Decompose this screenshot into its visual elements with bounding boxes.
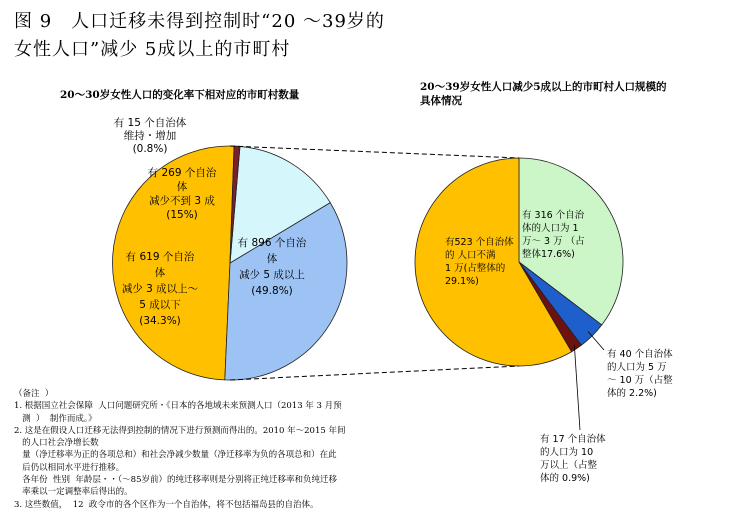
figure-title-line2: 女性人口”减少 5成以上的市町村 bbox=[14, 39, 291, 60]
note-line: 1. 根据国立社会保障 人口问题研究所・《日本的各地域未来预测人口（2013 年 3 月预 bbox=[14, 401, 342, 412]
label-decrease-under-30pct: 体 bbox=[176, 181, 188, 193]
label-pop-10k-30k: 万～ 3 万 （占 bbox=[522, 236, 585, 247]
leader-pop-over-100k bbox=[574, 345, 580, 430]
label-pop-10k-30k: 体的人口为 1 bbox=[522, 223, 579, 234]
note-line: 率乘以一定调整率后得出的。 bbox=[14, 487, 133, 498]
note-line: 后仍以相同水平进行推移。 bbox=[14, 462, 125, 473]
label-maintain-increase: (0.8%) bbox=[132, 143, 168, 155]
figure-title-line1: 图 9 人口迁移未得到控制时“20 ～39岁的 bbox=[14, 11, 385, 32]
label-pop-under-10k: 有523 个自治体 bbox=[445, 237, 514, 248]
right-chart-title-line2: 具体情况 bbox=[420, 95, 462, 107]
label-decrease-under-30pct: (15%) bbox=[166, 209, 198, 221]
notes bbox=[14, 388, 419, 511]
note-line: 2. 这是在假设人口迁移无法得到控制的情况下进行预测而得出的。2010 年～2015 年间 bbox=[14, 425, 346, 436]
label-pop-10k-30k: 整体17.6%) bbox=[522, 249, 575, 260]
label-pop-under-10k: 的 人口不满 bbox=[445, 250, 496, 261]
label-pop-50k-100k: 有 40 个自治体 bbox=[607, 349, 673, 360]
label-decrease-over-50pct: 减少 5 成以上 bbox=[239, 269, 305, 281]
label-decrease-30-50pct: 有 619 个自治 bbox=[125, 251, 195, 263]
left-chart-title: 20～30岁女性人口的变化率下相对应的市町村数量 bbox=[60, 89, 300, 101]
note-line: 测 ） 制作而成。》 bbox=[14, 413, 97, 424]
label-pop-under-10k: 29.1%) bbox=[445, 276, 479, 287]
label-decrease-under-30pct: 减少不到 3 成 bbox=[149, 195, 215, 207]
label-pop-over-100k: 万以上（占整 bbox=[540, 460, 598, 471]
label-pop-10k-30k: 有 316 个自治 bbox=[522, 210, 585, 221]
right-chart-title-line1: 20～39岁女性人口减少5成以上的市町村人口规模的 bbox=[420, 81, 667, 93]
label-decrease-30-50pct: (34.3%) bbox=[139, 315, 181, 327]
note-line: 的人口社会净增长数 bbox=[14, 438, 99, 449]
label-pop-50k-100k: 的人口为 5 万 bbox=[607, 362, 667, 373]
label-pop-under-10k: 1 万(占整体的 bbox=[445, 263, 506, 274]
note-line: 量（净迁移率为正的各项总和）和社会净减少数量（净迁移率为负的各项总和）在此 bbox=[14, 450, 337, 461]
label-maintain-increase: 维持・增加 bbox=[123, 130, 177, 142]
label-pop-50k-100k: 体的 2.2%) bbox=[607, 388, 657, 399]
leader-pop-50k-100k bbox=[588, 332, 604, 350]
label-decrease-over-50pct: 体 bbox=[266, 253, 278, 265]
label-decrease-30-50pct: 体 bbox=[154, 267, 166, 279]
label-decrease-over-50pct: 有 896 个自治 bbox=[237, 237, 307, 249]
note-line: 3. 这些数值， 12 政令市的各个区作为一个自治体，将不包括福岛县的自治体。 bbox=[14, 499, 319, 510]
label-maintain-increase: 有 15 个自治体 bbox=[113, 117, 187, 129]
label-pop-over-100k: 体的 0.9%) bbox=[540, 473, 590, 484]
label-pop-over-100k: 的人口为 10 bbox=[540, 447, 594, 458]
label-decrease-30-50pct: 减少 3 成以上～ bbox=[121, 283, 199, 295]
label-pop-50k-100k: ～ 10 万（占整 bbox=[607, 375, 673, 386]
note-line: （备注 ） bbox=[14, 389, 54, 399]
label-decrease-under-30pct: 有 269 个自治 bbox=[147, 167, 217, 179]
label-decrease-30-50pct: 5 成以下 bbox=[139, 299, 181, 311]
note-line: 各年份 性别 年龄层・・（～85岁前）的纯迁移率则是分别将正纯迁移率和负纯迁移 bbox=[14, 475, 337, 486]
label-pop-over-100k: 有 17 个自治体 bbox=[540, 434, 606, 445]
label-decrease-over-50pct: (49.8%) bbox=[251, 285, 293, 297]
